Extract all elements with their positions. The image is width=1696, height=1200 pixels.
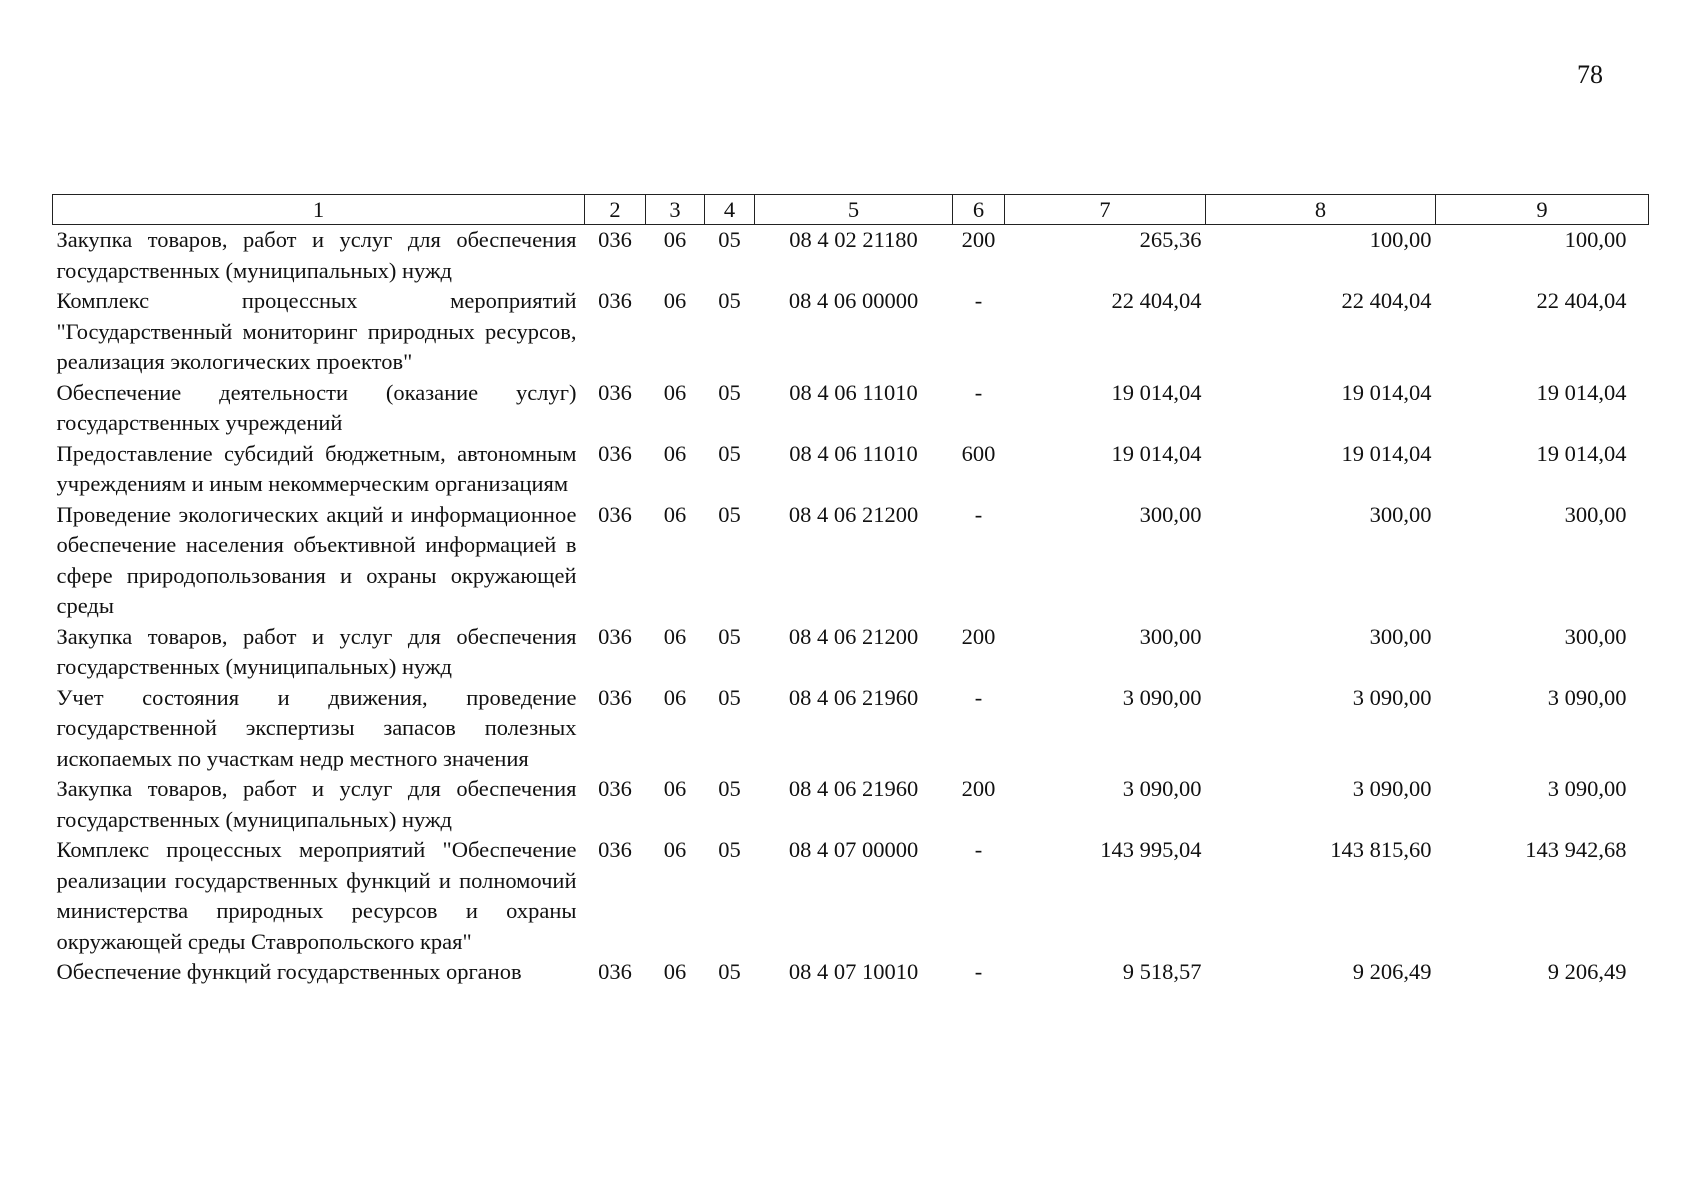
row-col-8: 19 014,04 xyxy=(1341,440,1432,466)
row-col-8: 19 014,04 xyxy=(1341,379,1432,405)
row-col-2: 036 xyxy=(598,776,632,801)
header-col-5: 5 xyxy=(755,195,953,225)
row-col-8: 9 206,49 xyxy=(1352,959,1432,984)
row-col-5: 08 4 07 10010 xyxy=(788,959,919,984)
row-col-5: 08 4 06 21960 xyxy=(788,684,919,710)
row-name: Закупка товаров, работ и услуг для обеспечения государственных (муниципальных) нужд xyxy=(56,776,577,832)
table-row xyxy=(53,500,1649,622)
row-col-4: 05 xyxy=(718,227,741,252)
table-row xyxy=(53,957,1649,988)
row-col-3: 06 xyxy=(663,440,687,466)
row-col-3: 06 xyxy=(663,684,687,710)
row-col-2: 036 xyxy=(598,227,632,252)
table-row xyxy=(53,439,1649,500)
table-row xyxy=(53,622,1649,683)
row-name: Проведение экологических акций и информационное обеспечение населения объективной информацией в сфере природопользования и охраны окружающей среды xyxy=(56,501,577,618)
row-name: Учет состояния и движения, проведение государственной экспертизы запасов полезных ископаемых по участкам недр местного значения xyxy=(56,684,577,771)
table-body xyxy=(53,225,1649,988)
row-col-2: 036 xyxy=(598,379,632,405)
row-col-4: 05 xyxy=(718,623,741,649)
row-col-2: 036 xyxy=(598,684,632,710)
row-col-6: - xyxy=(974,959,983,984)
page-number: 78 xyxy=(1577,60,1603,89)
header-col-2: 2 xyxy=(585,195,646,225)
row-col-9: 3 090,00 xyxy=(1547,776,1627,801)
table-header xyxy=(53,195,1649,225)
row-col-6: - xyxy=(974,501,983,527)
row-col-7: 300,00 xyxy=(1139,623,1202,649)
row-col-5: 08 4 02 21180 xyxy=(789,227,918,252)
row-col-9: 22 404,04 xyxy=(1536,288,1627,313)
header-col-6: 6 xyxy=(953,195,1005,225)
row-col-9: 3 090,00 xyxy=(1547,684,1627,710)
row-col-8: 300,00 xyxy=(1369,623,1432,649)
row-col-3: 06 xyxy=(663,837,687,862)
row-name: Предоставление субсидий бюджетным, автономным учреждениям и иным некоммерческим организациям xyxy=(56,440,577,496)
row-col-4: 05 xyxy=(718,501,741,527)
row-col-7: 3 090,00 xyxy=(1122,776,1202,801)
row-col-7: 3 090,00 xyxy=(1122,684,1202,710)
table-row xyxy=(53,774,1649,835)
row-col-9: 300,00 xyxy=(1564,501,1627,527)
row-col-6: 200 xyxy=(961,623,996,649)
header-col-4: 4 xyxy=(705,195,755,225)
row-col-9: 300,00 xyxy=(1564,623,1627,649)
row-col-7: 19 014,04 xyxy=(1111,379,1202,405)
row-col-6: - xyxy=(974,684,983,710)
header-col-7: 7 xyxy=(1005,195,1206,225)
row-col-9: 9 206,49 xyxy=(1547,959,1627,984)
row-col-6: 200 xyxy=(961,776,996,801)
row-col-4: 05 xyxy=(718,379,741,405)
row-col-2: 036 xyxy=(598,288,632,313)
row-col-9: 19 014,04 xyxy=(1536,440,1627,466)
row-col-8: 143 815,60 xyxy=(1330,837,1432,862)
row-col-9: 143 942,68 xyxy=(1525,837,1627,862)
table-row xyxy=(53,835,1649,957)
header-col-3: 3 xyxy=(646,195,705,225)
row-col-4: 05 xyxy=(718,837,741,862)
row-col-7: 300,00 xyxy=(1139,501,1202,527)
row-name: Закупка товаров, работ и услуг для обеспечения государственных (муниципальных) нужд xyxy=(56,623,577,679)
row-col-2: 036 xyxy=(598,623,632,649)
row-col-2: 036 xyxy=(598,440,632,466)
row-col-9: 100,00 xyxy=(1564,227,1627,252)
row-col-6: - xyxy=(974,379,983,405)
row-col-5: 08 4 07 00000 xyxy=(788,837,919,862)
table-row xyxy=(53,286,1649,378)
row-col-3: 06 xyxy=(663,776,687,801)
row-col-9: 19 014,04 xyxy=(1536,379,1627,405)
row-col-3: 06 xyxy=(663,227,687,252)
row-col-3: 06 xyxy=(663,959,687,984)
row-col-8: 22 404,04 xyxy=(1341,288,1432,313)
header-col-8: 8 xyxy=(1206,195,1436,225)
table-row xyxy=(53,683,1649,775)
row-col-5: 08 4 06 21960 xyxy=(788,776,919,801)
row-col-2: 036 xyxy=(598,837,632,862)
row-col-4: 05 xyxy=(718,440,741,466)
row-col-3: 06 xyxy=(663,379,687,405)
row-col-6: 200 xyxy=(961,227,996,252)
row-name: Закупка товаров, работ и услуг для обеспечения государственных (муниципальных) нужд xyxy=(56,227,577,283)
row-col-3: 06 xyxy=(663,623,687,649)
row-col-6: - xyxy=(974,288,983,313)
row-col-8: 3 090,00 xyxy=(1352,776,1432,801)
header-col-1: 1 xyxy=(53,195,585,225)
row-col-5: 08 4 06 11010 xyxy=(789,379,918,405)
row-col-8: 3 090,00 xyxy=(1352,684,1432,710)
row-col-8: 300,00 xyxy=(1369,501,1432,527)
header-col-9: 9 xyxy=(1436,195,1649,225)
row-col-5: 08 4 06 21200 xyxy=(788,501,919,527)
row-col-4: 05 xyxy=(718,776,741,801)
budget-table xyxy=(52,194,1649,988)
row-col-6: - xyxy=(974,837,983,862)
row-name: Комплекс процессных мероприятий "Государственный мониторинг природных ресурсов, реализация экологических проектов" xyxy=(56,288,577,374)
row-col-6: 600 xyxy=(961,440,996,466)
row-col-5: 08 4 06 00000 xyxy=(788,288,919,313)
row-col-3: 06 xyxy=(663,501,687,527)
row-col-5: 08 4 06 21200 xyxy=(788,623,919,649)
row-col-7: 19 014,04 xyxy=(1111,440,1202,466)
row-col-8: 100,00 xyxy=(1369,227,1432,252)
row-col-4: 05 xyxy=(718,684,741,710)
row-col-2: 036 xyxy=(598,501,632,527)
row-col-7: 22 404,04 xyxy=(1111,288,1202,313)
row-col-5: 08 4 06 11010 xyxy=(789,440,918,466)
row-col-7: 265,36 xyxy=(1139,227,1202,252)
table-row xyxy=(53,378,1649,439)
row-col-7: 143 995,04 xyxy=(1100,837,1202,862)
row-col-3: 06 xyxy=(663,288,687,313)
row-name: Комплекс процессных мероприятий "Обеспечение реализации государственных функций и полномочий министерства природных ресурсов и охраны окружающей среды Ставропольского края" xyxy=(56,837,577,954)
header-row xyxy=(53,195,1649,225)
row-name: Обеспечение деятельности (оказание услуг) государственных учреждений xyxy=(56,379,577,435)
row-col-4: 05 xyxy=(718,959,741,984)
table-row xyxy=(53,225,1649,287)
row-col-7: 9 518,57 xyxy=(1122,959,1202,984)
row-col-4: 05 xyxy=(718,288,741,313)
row-col-2: 036 xyxy=(598,959,632,984)
row-name: Обеспечение функций государственных органов xyxy=(56,959,522,984)
